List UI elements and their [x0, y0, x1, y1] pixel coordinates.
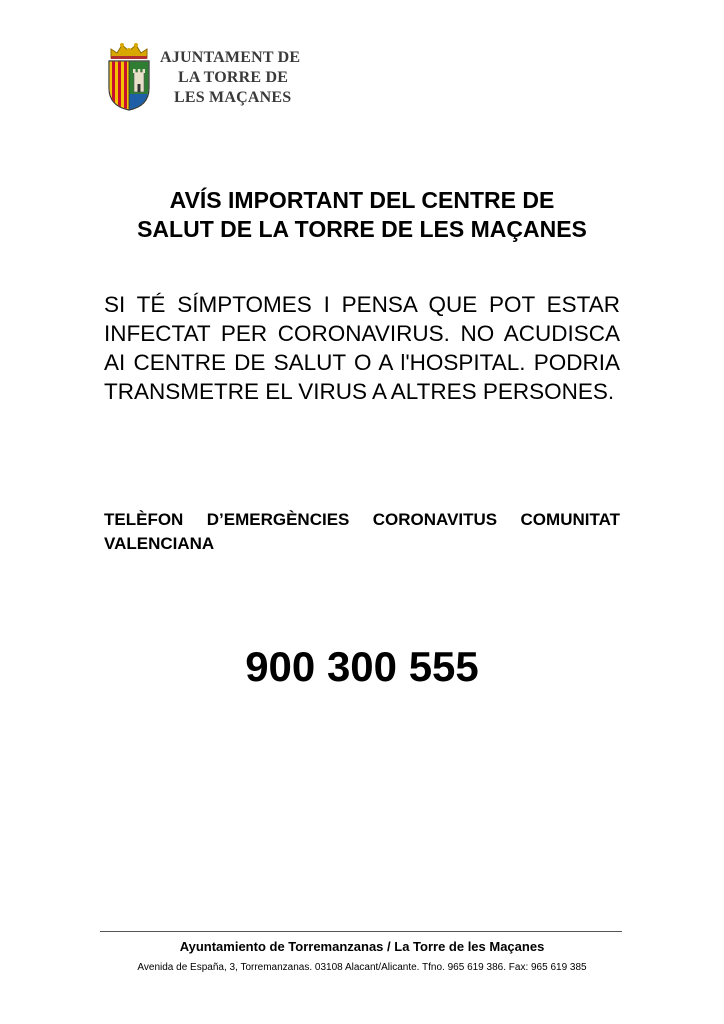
- header-logo: [106, 42, 300, 112]
- coat-of-arms-icon: [106, 42, 152, 112]
- notice-title: [90, 186, 634, 244]
- org-name-line: LES MAÇANES: [174, 89, 292, 106]
- org-name-line: AJUNTAMENT DE: [160, 49, 301, 66]
- notice-title-line: AVÍS IMPORTANT DEL CENTRE DE: [169, 187, 555, 213]
- footer-title: Ayuntamiento de Torremanzanas / La Torre de les Maçanes: [179, 939, 545, 954]
- org-name-line: LA TORRE DE: [178, 69, 289, 86]
- emergency-phone-number: 900 300 555: [245, 643, 479, 690]
- notice-title-line: SALUT DE LA TORRE DE LES MAÇANES: [137, 216, 587, 242]
- emergency-phone-label: TELÈFON D’EMERGÈNCIES CORONAVITUS COMUNITAT VALENCIANA: [104, 510, 620, 553]
- notice-message: SI TÉ SÍMPTOMES I PENSA QUE POT ESTAR INFECTAT PER CORONAVIRUS. NO ACUDISCA AI CENTRE DE SALUT O A l'HOSPITAL. PODRIA TRANSMETRE EL VIRUS A ALTRES PERSONES.: [104, 292, 620, 404]
- org-name: [160, 48, 300, 108]
- footer-address: Avenida de España, 3, Torremanzanas. 03108 Alacant/Alicante. Tfno. 965 619 386. Fax: 965 619 385: [137, 962, 587, 973]
- footer-divider: [100, 931, 622, 932]
